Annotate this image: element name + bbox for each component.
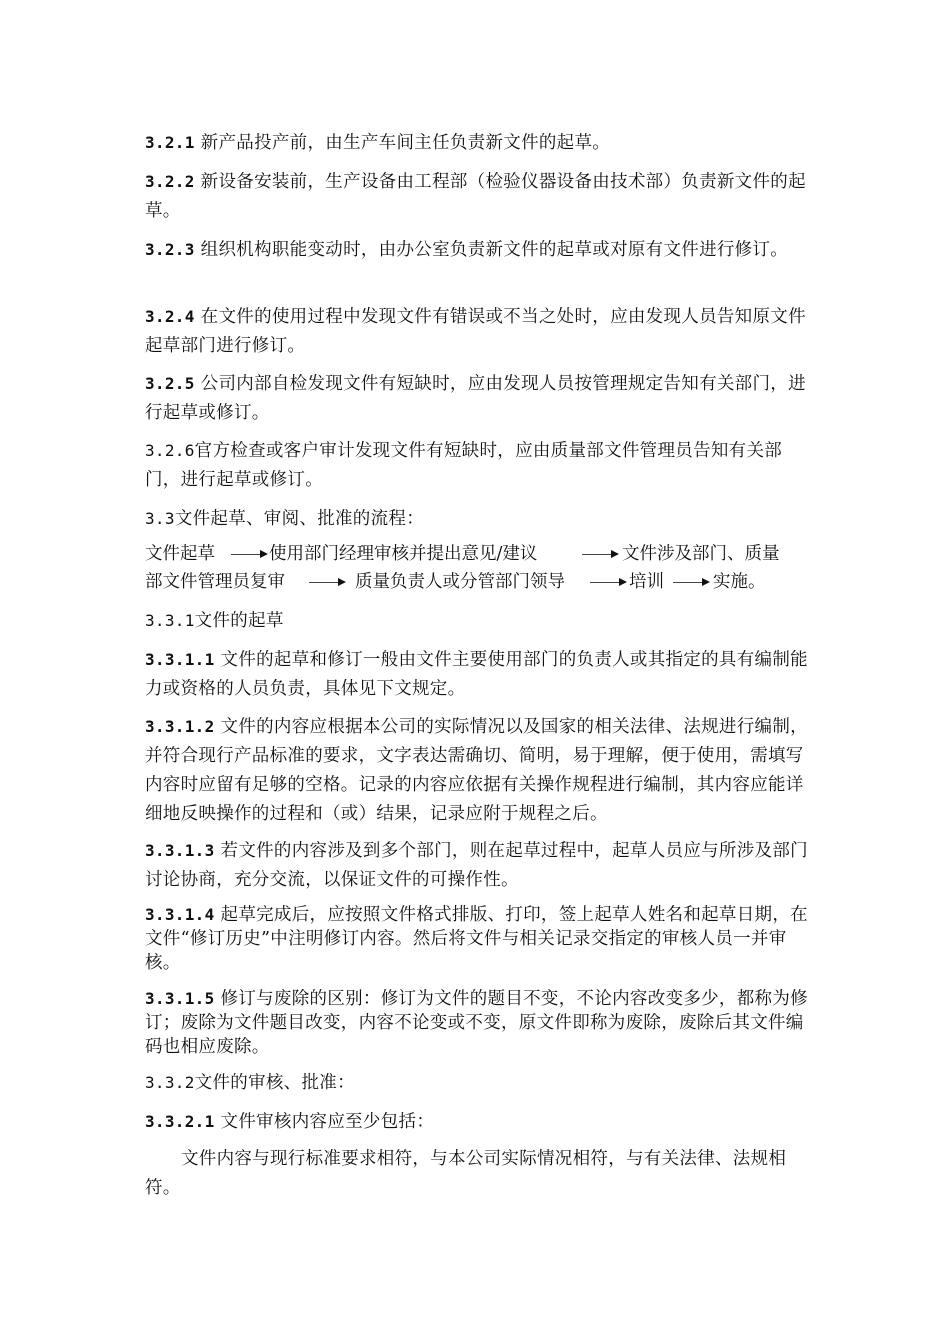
para-3-3-1-3: [145, 836, 810, 895]
para-3-2-1: [145, 128, 810, 158]
clause-text: 若文件的内容涉及到多个部门，则在起草过程中，起草人员应与所涉及部门讨论协商，充分交流，以保证文件的可操作性。: [145, 841, 808, 890]
clause-number: 3.3.1.2: [145, 717, 215, 736]
para-3-3: [145, 504, 810, 534]
para-3-3-2-1: [145, 1107, 810, 1137]
clause-number: 3.3.2.1: [145, 1112, 215, 1131]
para-3-3-1: [145, 606, 810, 636]
clause-number: 3.3.1.4: [145, 905, 215, 924]
para-3-2-4: [145, 302, 810, 361]
clause-text: 官方检查或客户审计发现文件有短缺时，应由质量部文件管理员告知有关部门，进行起草或修订。: [145, 441, 783, 490]
flow-arrow-icon: [673, 582, 703, 583]
flow-line-1: [145, 540, 825, 569]
para-final: [145, 1145, 810, 1203]
flow-step-implement: 实施。: [713, 572, 766, 592]
flow-step-doc-admin: 部文件管理员复审: [145, 572, 285, 592]
clause-number: 3.3.1: [145, 611, 195, 630]
clause-text: 公司内部自检发现文件有短缺时，应由发现人员按管理规定告知有关部门，进行起草或修订。: [145, 374, 806, 423]
para-3-2-3: [145, 235, 810, 265]
flow-step-dept-review: 使用部门经理审核并提出意见/建议: [269, 544, 538, 564]
clause-text: 组织机构职能变动时，由办公室负责新文件的起草或对原有文件进行修订。: [200, 240, 789, 260]
flow-step-draft: 文件起草: [145, 544, 215, 564]
clause-text: 文件的起草: [194, 611, 284, 631]
clause-text: 新设备安装前，生产设备由工程部（检验仪器设备由技术部）负责新文件的起草。: [145, 172, 806, 221]
clause-text: 文件的起草和修订一般由文件主要使用部门的负责人或其指定的具有编制能力或资格的人员负责，具体见下文规定。: [145, 650, 808, 699]
para-3-2-2: [145, 167, 810, 226]
para-3-3-1-4: [145, 903, 810, 975]
clause-number: 3.3.2: [145, 1073, 195, 1092]
para-3-3-1-2: [145, 712, 810, 829]
clause-number: 3.3.1.5: [145, 989, 215, 1008]
clause-text: 文件的审核、批准：: [194, 1073, 355, 1093]
clause-number: 3.3.1.3: [145, 841, 215, 860]
flow-step-related-dept: 文件涉及部门、质量: [622, 544, 780, 564]
para-3-3-2: [145, 1068, 810, 1098]
clause-text: 起草完成后，应按照文件格式排版、打印，签上起草人姓名和起草日期，在文件“修订历史”中注明修订内容。然后将文件与相关记录交指定的审核人员一并审核。: [145, 905, 808, 973]
clause-text: 在文件的使用过程中发现文件有错误或不当之处时，应由发现人员告知原文件起草部门进行修订。: [145, 307, 806, 356]
clause-text: 文件审核内容应至少包括：: [220, 1112, 435, 1132]
clause-text: 文件的内容应根据本公司的实际情况以及国家的相关法律、法规进行编制，并符合现行产品标准的要求，文字表达需确切、简明，易于理解，便于使用，需填写内容时应留有足够的空格。记录的内容应依据有关操作规程进行编制，其内容应能详细地反映操作的过程和（或）结果，记录应附于规程之后。: [145, 717, 808, 824]
flow-arrow-icon: [582, 554, 612, 555]
clause-text: 新产品投产前，由生产车间主任负责新文件的起草。: [200, 133, 611, 153]
para-3-3-1-5: [145, 987, 810, 1059]
clause-number: 3.3: [145, 509, 175, 528]
clause-text: 修订与废除的区别：修订为文件的题目不变，不论内容改变多少，都称为修订；废除为文件题目改变，内容不论变或不变，原文件即称为废除，废除后其文件编码也相应废除。: [145, 989, 808, 1057]
para-3-3-1-1: [145, 645, 810, 704]
flow-step-training: 培训: [629, 572, 664, 592]
clause-number: 3.2.1: [145, 133, 195, 152]
flow-step-qa-head: 质量负责人或分管部门领导: [355, 572, 565, 592]
flow-arrow-icon: [231, 554, 261, 555]
clause-number: 3.2.4: [145, 307, 195, 326]
clause-number: 3.2.2: [145, 172, 195, 191]
clause-text: 文件内容与现行标准要求相符，与本公司实际情况相符，与有关法律、法规相符。: [145, 1149, 787, 1198]
flow-arrow-icon: [309, 582, 339, 583]
clause-number: 3.2.3: [145, 240, 195, 259]
clause-number: 3.2.5: [145, 374, 195, 393]
clause-number: 3.2.6: [145, 441, 195, 460]
para-3-2-5: [145, 369, 810, 428]
flow-line-2: [145, 568, 825, 597]
clause-number: 3.3.1.1: [145, 650, 215, 669]
para-3-2-6: [145, 436, 810, 495]
clause-text: 文件起草、审阅、批准的流程：: [174, 509, 425, 529]
flow-arrow-icon: [590, 582, 620, 583]
